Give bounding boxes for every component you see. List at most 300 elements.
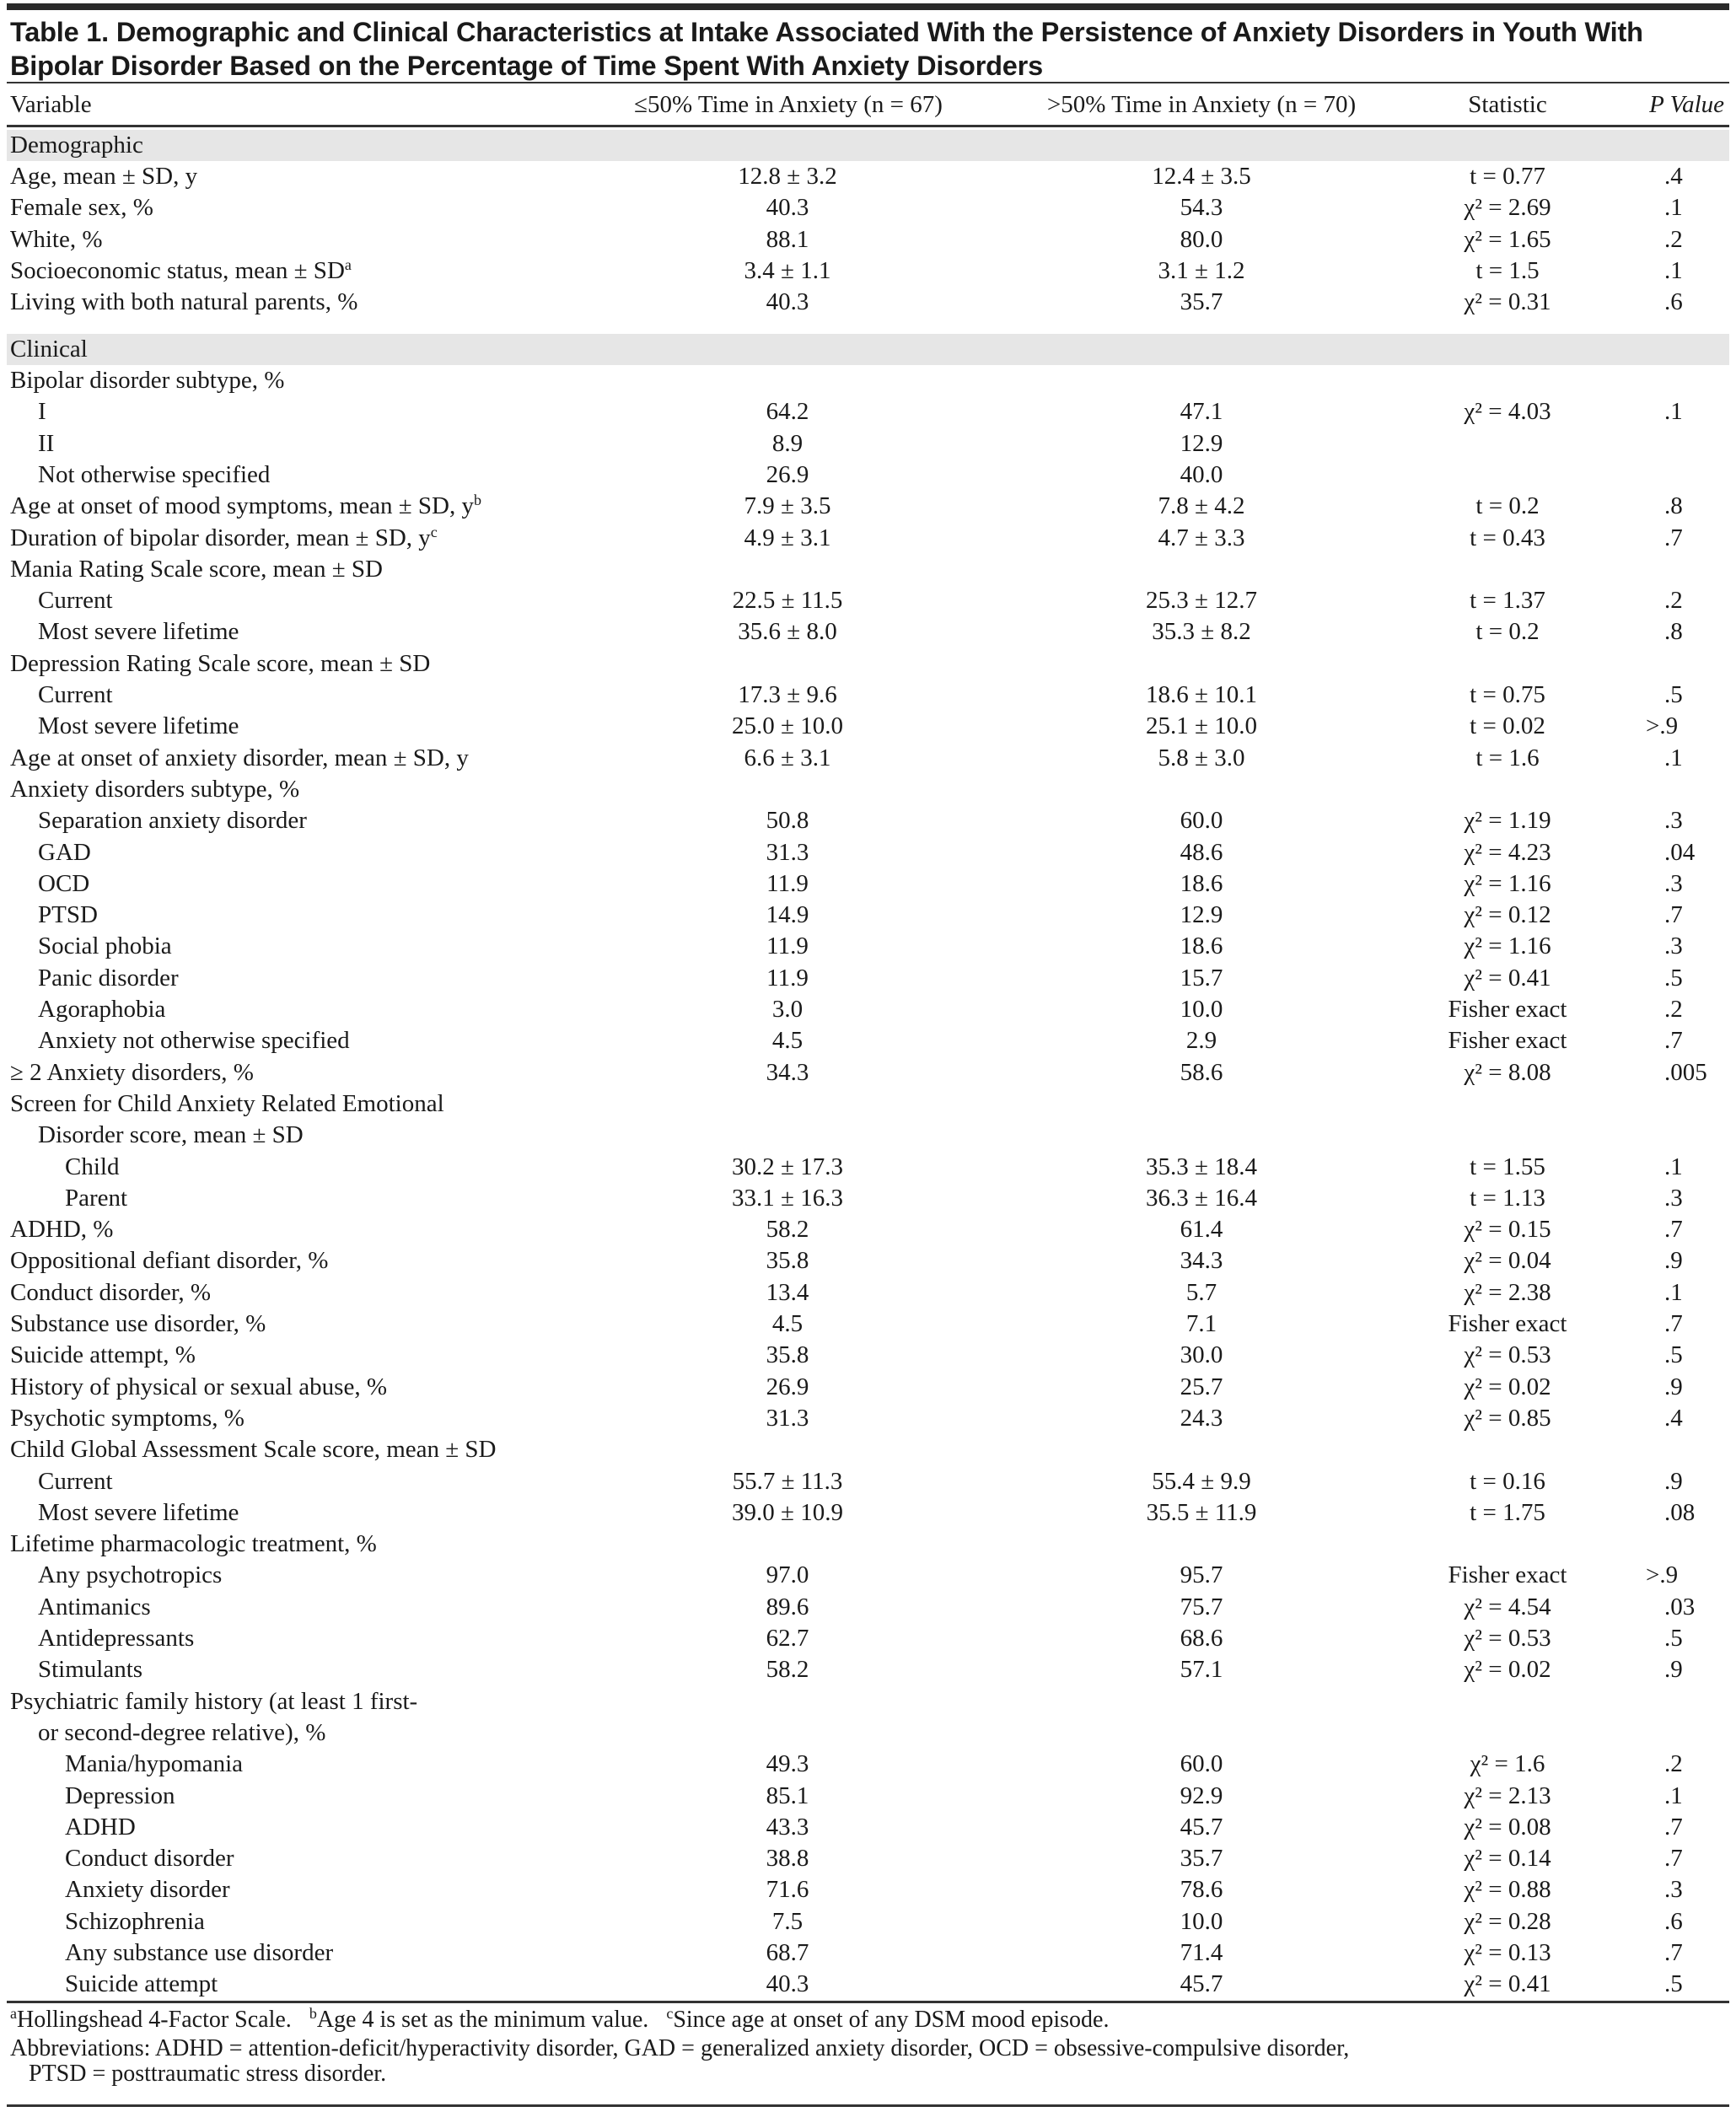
variable-label xyxy=(65,1874,230,1905)
group2-value: 48.6 xyxy=(1180,838,1223,866)
variable-label xyxy=(10,255,352,287)
p-value: .5 xyxy=(1664,964,1683,992)
statistic-value: χ² = 2.69 xyxy=(1464,194,1551,222)
variable-text: or second-degree relative), % xyxy=(38,1718,326,1746)
variable-text: Female sex, % xyxy=(10,194,153,222)
group2-value: 10.0 xyxy=(1180,1907,1223,1935)
group2-value: 18.6 xyxy=(1180,932,1223,960)
group1-value: 35.6 ± 8.0 xyxy=(738,618,837,646)
table-row xyxy=(0,900,1736,931)
variable-label xyxy=(38,616,239,648)
statistic-value: χ² = 2.38 xyxy=(1464,1278,1551,1306)
p-value: .2 xyxy=(1664,225,1683,253)
group1-value: 14.9 xyxy=(766,901,809,929)
variable-text: Suicide attempt, % xyxy=(10,1341,196,1369)
variable-text: Duration of bipolar disorder, mean ± SD, y xyxy=(10,524,431,551)
header-p-value: P Value xyxy=(1649,91,1724,118)
variable-label xyxy=(10,192,153,223)
table-row xyxy=(0,1372,1736,1403)
statistic-value: χ² = 8.08 xyxy=(1464,1058,1551,1086)
variable-text: Screen for Child Anxiety Related Emotional xyxy=(10,1089,444,1117)
section-header-demographic: Demographic xyxy=(7,130,1729,161)
p-value: .9 xyxy=(1664,1656,1683,1684)
statistic-value: χ² = 0.12 xyxy=(1464,901,1551,929)
p-value: .7 xyxy=(1664,1939,1683,1966)
variable-label xyxy=(38,1466,113,1497)
group2-value: 54.3 xyxy=(1180,194,1223,222)
variable-text: Conduct disorder xyxy=(65,1845,234,1873)
variable-label xyxy=(65,1937,333,1969)
p-value: .5 xyxy=(1664,1625,1683,1652)
variable-text: OCD xyxy=(38,869,90,897)
p-value: .9 xyxy=(1664,1373,1683,1400)
variable-text: Psychotic symptoms, % xyxy=(10,1404,245,1432)
variable-text: Child Global Assessment Scale score, mean ± SD xyxy=(10,1436,497,1464)
group2-value: 95.7 xyxy=(1180,1561,1223,1589)
variable-text: Parent xyxy=(65,1184,128,1212)
group2-value: 61.4 xyxy=(1180,1216,1223,1244)
variable-text: Most severe lifetime xyxy=(38,1498,239,1526)
variable-text: ADHD xyxy=(65,1813,136,1841)
variable-text: II xyxy=(38,429,55,457)
header-variable: Variable xyxy=(10,91,92,118)
variable-label xyxy=(65,1749,243,1780)
p-value: .08 xyxy=(1664,1498,1696,1526)
group2-value: 55.4 ± 9.9 xyxy=(1152,1467,1251,1495)
variable-label xyxy=(10,224,103,255)
table-row xyxy=(0,931,1736,962)
variable-label xyxy=(38,1120,304,1151)
variable-text: Oppositional defiant disorder, % xyxy=(10,1247,329,1275)
variable-text: Anxiety disorder xyxy=(65,1876,230,1904)
statistic-value: χ² = 0.31 xyxy=(1464,288,1551,316)
group2-value: 4.7 ± 3.3 xyxy=(1158,524,1245,551)
group1-value: 26.9 xyxy=(766,1373,809,1400)
table-row xyxy=(0,1937,1736,1969)
group1-value: 85.1 xyxy=(766,1781,809,1809)
table-row xyxy=(0,1969,1736,2000)
variable-text: Psychiatric family history (at least 1 first- xyxy=(10,1687,418,1715)
statistic-value: t = 0.2 xyxy=(1475,492,1540,520)
variable-label xyxy=(10,1088,444,1120)
statistic-value: χ² = 0.88 xyxy=(1464,1876,1551,1904)
variable-label xyxy=(10,1340,196,1371)
group1-value: 13.4 xyxy=(766,1278,809,1306)
statistic-value: χ² = 1.19 xyxy=(1464,807,1551,835)
p-value: .9 xyxy=(1664,1467,1683,1495)
statistic-value: t = 0.77 xyxy=(1470,163,1545,190)
p-value: .4 xyxy=(1664,1404,1683,1432)
group1-value: 50.8 xyxy=(766,807,809,835)
table-row xyxy=(0,711,1736,742)
header-group2: >50% Time in Anxiety (n = 70) xyxy=(1046,91,1357,118)
statistic-value: χ² = 0.08 xyxy=(1464,1813,1551,1841)
group2-value: 60.0 xyxy=(1180,1750,1223,1778)
statistic-value: χ² = 0.85 xyxy=(1464,1404,1551,1432)
variable-label xyxy=(10,161,197,192)
variable-label xyxy=(65,1969,218,2000)
variable-text: History of physical or sexual abuse, % xyxy=(10,1373,387,1400)
header-group1: ≤50% Time in Anxiety (n = 67) xyxy=(634,91,943,118)
variable-text: Any psychotropics xyxy=(38,1561,223,1589)
variable-text: Most severe lifetime xyxy=(38,618,239,646)
group1-value: 11.9 xyxy=(766,869,809,897)
group1-value: 40.3 xyxy=(766,1970,809,1998)
group2-value: 47.1 xyxy=(1180,398,1223,426)
group1-value: 97.0 xyxy=(766,1561,809,1589)
variable-text: Child xyxy=(65,1153,120,1180)
variable-label xyxy=(38,459,270,491)
table-row xyxy=(0,1120,1736,1151)
variable-label xyxy=(10,1403,245,1434)
table-row xyxy=(0,1340,1736,1371)
statistic-value: χ² = 0.15 xyxy=(1464,1216,1551,1244)
group1-value: 43.3 xyxy=(766,1813,809,1841)
p-value: .04 xyxy=(1664,838,1696,866)
table-row xyxy=(0,1214,1736,1245)
group2-value: 5.7 xyxy=(1185,1278,1217,1306)
statistic-value: χ² = 4.54 xyxy=(1464,1593,1551,1620)
group1-value: 3.4 ± 1.1 xyxy=(744,256,831,284)
footnote-mark-c: c xyxy=(666,2005,674,2022)
table-row xyxy=(0,428,1736,459)
footnotes-line xyxy=(10,2005,1109,2035)
table-row xyxy=(0,1497,1736,1529)
variable-label xyxy=(10,1686,417,1717)
table-row xyxy=(0,224,1736,255)
statistic-value: χ² = 0.02 xyxy=(1464,1373,1551,1400)
statistic-value: χ² = 0.53 xyxy=(1464,1625,1551,1652)
statistic-value: Fisher exact xyxy=(1448,996,1567,1023)
table-row xyxy=(0,868,1736,900)
p-value: .8 xyxy=(1664,492,1683,520)
table-row xyxy=(0,459,1736,491)
footnote-mark-b: b xyxy=(309,2005,317,2022)
table-row xyxy=(0,1560,1736,1591)
abbreviations-continued: PTSD = posttraumatic stress disorder. xyxy=(29,2061,387,2087)
statistic-value: χ² = 0.41 xyxy=(1464,964,1551,992)
group1-value: 6.6 ± 3.1 xyxy=(744,744,831,771)
group1-value: 58.2 xyxy=(766,1656,809,1684)
variable-label xyxy=(10,523,438,554)
p-value: .7 xyxy=(1664,1813,1683,1841)
variable-label xyxy=(10,648,430,680)
statistic-value: χ² = 1.16 xyxy=(1464,869,1551,897)
variable-label xyxy=(10,1057,254,1088)
variable-label xyxy=(38,1560,222,1591)
group2-value: 71.4 xyxy=(1180,1939,1223,1966)
p-value: .5 xyxy=(1664,1970,1683,1998)
statistic-value: χ² = 1.65 xyxy=(1464,225,1551,253)
statistic-value: t = 0.43 xyxy=(1470,524,1545,551)
table-row xyxy=(0,1874,1736,1905)
variable-label xyxy=(38,1592,151,1623)
group2-value: 40.0 xyxy=(1180,460,1223,488)
table-row xyxy=(0,523,1736,554)
p-value: .6 xyxy=(1664,288,1683,316)
table-row xyxy=(0,680,1736,711)
variable-text: Substance use disorder, % xyxy=(10,1310,266,1337)
group2-value: 80.0 xyxy=(1180,225,1223,253)
group2-value: 24.3 xyxy=(1180,1404,1223,1432)
table-header xyxy=(0,84,1736,125)
variable-label xyxy=(65,1812,136,1843)
table-row xyxy=(0,994,1736,1025)
p-value: .005 xyxy=(1664,1058,1707,1086)
p-value: .5 xyxy=(1664,1341,1683,1369)
table-row xyxy=(0,1434,1736,1465)
p-value: .1 xyxy=(1664,744,1683,771)
variable-label xyxy=(38,711,239,742)
group1-value: 38.8 xyxy=(766,1845,809,1873)
group2-value: 18.6 ± 10.1 xyxy=(1146,681,1257,708)
table-row xyxy=(0,1592,1736,1623)
variable-label xyxy=(10,1214,113,1245)
variable-text: Lifetime pharmacologic treatment, % xyxy=(10,1530,377,1558)
title-rule xyxy=(7,82,1729,83)
p-value: .1 xyxy=(1664,1781,1683,1809)
variable-label xyxy=(10,287,357,318)
p-value: .7 xyxy=(1664,1310,1683,1337)
variable-text: Agoraphobia xyxy=(38,996,166,1023)
p-value: .7 xyxy=(1664,1216,1683,1244)
group2-value: 92.9 xyxy=(1180,1781,1223,1809)
table-row xyxy=(0,1717,1736,1749)
p-value: .03 xyxy=(1664,1593,1696,1620)
statistic-value: χ² = 0.04 xyxy=(1464,1247,1551,1275)
group2-value: 12.9 xyxy=(1180,429,1223,457)
table-row xyxy=(0,1309,1736,1340)
group1-value: 55.7 ± 11.3 xyxy=(732,1467,843,1495)
group1-value: 22.5 ± 11.5 xyxy=(732,587,843,615)
group2-value: 34.3 xyxy=(1180,1247,1223,1275)
p-value: .1 xyxy=(1664,256,1683,284)
statistic-value: χ² = 0.13 xyxy=(1464,1939,1551,1966)
statistic-value: t = 1.55 xyxy=(1470,1153,1545,1180)
p-value: .1 xyxy=(1664,398,1683,426)
group2-value: 3.1 ± 1.2 xyxy=(1158,256,1245,284)
variable-text: Antidepressants xyxy=(38,1625,195,1652)
statistic-value: t = 0.16 xyxy=(1470,1467,1545,1495)
table-row xyxy=(0,192,1736,223)
group1-value: 35.8 xyxy=(766,1247,809,1275)
statistic-value: t = 0.75 xyxy=(1470,681,1545,708)
group1-value: 4.9 ± 3.1 xyxy=(744,524,831,551)
variable-text: ADHD, % xyxy=(10,1216,114,1244)
statistic-value: t = 0.2 xyxy=(1475,618,1540,646)
table-row xyxy=(0,1025,1736,1056)
group2-value: 2.9 xyxy=(1185,1027,1217,1055)
group1-value: 3.0 xyxy=(771,996,804,1023)
statistic-value: χ² = 4.03 xyxy=(1464,398,1551,426)
variable-text: Anxiety not otherwise specified xyxy=(38,1027,350,1055)
group2-value: 58.6 xyxy=(1180,1058,1223,1086)
group1-value: 62.7 xyxy=(766,1625,809,1652)
table-row xyxy=(0,805,1736,836)
p-value: .2 xyxy=(1664,587,1683,615)
table-row xyxy=(0,1812,1736,1843)
variable-text: Schizophrenia xyxy=(65,1907,205,1935)
variable-text: ≥ 2 Anxiety disorders, % xyxy=(10,1058,254,1086)
variable-text: Suicide attempt xyxy=(65,1970,218,1998)
statistic-value: t = 1.5 xyxy=(1475,256,1540,284)
p-value: .7 xyxy=(1664,524,1683,551)
group2-value: 18.6 xyxy=(1180,869,1223,897)
group1-value: 71.6 xyxy=(766,1876,809,1904)
p-value: .3 xyxy=(1664,1876,1683,1904)
table-row xyxy=(0,491,1736,522)
variable-label xyxy=(38,931,172,962)
variable-text: Current xyxy=(38,587,113,615)
variable-text: I xyxy=(38,398,46,426)
table-row xyxy=(0,161,1736,192)
group1-value: 17.3 ± 9.6 xyxy=(738,681,837,708)
p-value: .8 xyxy=(1664,618,1683,646)
variable-label xyxy=(38,805,307,836)
variable-label xyxy=(65,1152,119,1183)
header-rule xyxy=(7,125,1729,127)
p-value: .7 xyxy=(1664,901,1683,929)
variable-label xyxy=(10,743,469,774)
variable-text: Depression xyxy=(65,1781,175,1809)
variable-label xyxy=(10,1245,328,1276)
table-row xyxy=(0,963,1736,994)
p-value: .2 xyxy=(1664,996,1683,1023)
variable-label xyxy=(65,1183,127,1214)
footnote-mark-a: a xyxy=(10,2005,17,2022)
group1-value: 88.1 xyxy=(766,225,809,253)
group1-value: 8.9 xyxy=(771,429,804,457)
table-row xyxy=(0,554,1736,585)
statistic-value: Fisher exact xyxy=(1448,1027,1567,1055)
variable-label xyxy=(38,585,113,616)
abbreviations: Abbreviations: ADHD = attention-deficit/hyperactivity disorder, GAD = generalized anxiety disorder, OCD = obsessive-compulsive disorder, xyxy=(10,2035,1350,2061)
group1-value: 12.8 ± 3.2 xyxy=(738,163,837,190)
variable-text: Anxiety disorders subtype, % xyxy=(10,775,300,803)
statistic-value: t = 1.13 xyxy=(1470,1184,1545,1212)
group1-value: 35.8 xyxy=(766,1341,809,1369)
statistic-value: χ² = 0.02 xyxy=(1464,1656,1551,1684)
group1-value: 40.3 xyxy=(766,194,809,222)
table-row xyxy=(0,1906,1736,1937)
variable-text: Bipolar disorder subtype, % xyxy=(10,367,285,394)
group1-value: 39.0 ± 10.9 xyxy=(732,1498,843,1526)
table-row xyxy=(0,1245,1736,1276)
statistic-value: χ² = 1.16 xyxy=(1464,932,1551,960)
p-value: .6 xyxy=(1664,1907,1683,1935)
p-value: >.9 xyxy=(1646,712,1679,740)
variable-label xyxy=(38,428,54,459)
group2-value: 45.7 xyxy=(1180,1813,1223,1841)
group1-value: 25.0 ± 10.0 xyxy=(732,712,843,740)
table-row xyxy=(0,287,1736,318)
group1-value: 49.3 xyxy=(766,1750,809,1778)
group1-value: 7.9 ± 3.5 xyxy=(744,492,831,520)
statistic-value: t = 1.6 xyxy=(1475,744,1540,771)
p-value: .9 xyxy=(1664,1247,1683,1275)
variable-text: Living with both natural parents, % xyxy=(10,288,358,316)
variable-label xyxy=(65,1906,205,1937)
group1-value: 34.3 xyxy=(766,1058,809,1086)
variable-label xyxy=(38,963,179,994)
table-row xyxy=(0,396,1736,427)
table-row xyxy=(0,1686,1736,1717)
section-header-clinical: Clinical xyxy=(7,334,1729,365)
variable-text: Separation anxiety disorder xyxy=(38,807,307,835)
variable-label xyxy=(10,491,481,522)
p-value: .4 xyxy=(1664,163,1683,190)
statistic-value: Fisher exact xyxy=(1448,1310,1567,1337)
group1-value: 64.2 xyxy=(766,398,809,426)
p-value: .1 xyxy=(1664,1278,1683,1306)
statistic-value: Fisher exact xyxy=(1448,1561,1567,1589)
variable-text: Disorder score, mean ± SD xyxy=(38,1121,304,1149)
footnote-c: Since age at onset of any DSM mood episode. xyxy=(673,2007,1110,2033)
statistic-value: t = 0.02 xyxy=(1470,712,1545,740)
variable-label xyxy=(65,1781,175,1812)
table-row xyxy=(0,1466,1736,1497)
group2-value: 15.7 xyxy=(1180,964,1223,992)
variable-text: Mania/hypomania xyxy=(65,1750,244,1778)
variable-text: Not otherwise specified xyxy=(38,460,271,488)
p-value: .1 xyxy=(1664,1153,1683,1180)
variable-label xyxy=(10,774,299,805)
variable-text: Socioeconomic status, mean ± SD xyxy=(10,256,345,284)
table-row xyxy=(0,1088,1736,1120)
variable-label xyxy=(38,680,113,711)
group2-value: 35.3 ± 8.2 xyxy=(1152,618,1251,646)
statistic-value: χ² = 0.14 xyxy=(1464,1845,1551,1873)
table-row xyxy=(0,1529,1736,1560)
variable-label xyxy=(38,868,89,900)
variable-label xyxy=(38,396,46,427)
table-row xyxy=(0,837,1736,868)
footnote-ref: a xyxy=(344,255,352,273)
variable-text: Age at onset of anxiety disorder, mean ± SD, y xyxy=(10,744,469,771)
p-value: .7 xyxy=(1664,1845,1683,1873)
group1-value: 11.9 xyxy=(766,932,809,960)
group1-value: 26.9 xyxy=(766,460,809,488)
variable-label xyxy=(38,1497,239,1529)
table-row xyxy=(0,585,1736,616)
variable-label xyxy=(10,1434,497,1465)
variable-text: PTSD xyxy=(38,901,98,929)
table-row xyxy=(0,1623,1736,1654)
table-row xyxy=(0,255,1736,287)
table-row xyxy=(0,1749,1736,1780)
p-value: .1 xyxy=(1664,194,1683,222)
table-row xyxy=(0,1654,1736,1685)
variable-label xyxy=(65,1843,234,1874)
top-rule xyxy=(7,3,1729,10)
statistic-value: χ² = 1.6 xyxy=(1470,1750,1545,1778)
p-value: .2 xyxy=(1664,1750,1683,1778)
statistic-value: t = 1.37 xyxy=(1470,587,1545,615)
group2-value: 12.4 ± 3.5 xyxy=(1152,163,1251,190)
variable-label xyxy=(10,1309,266,1340)
header-statistic: Statistic xyxy=(1468,91,1547,118)
variable-text: Antimanics xyxy=(38,1593,151,1620)
group1-value: 4.5 xyxy=(771,1027,804,1055)
footnote-ref: b xyxy=(473,492,481,509)
group2-value: 5.8 ± 3.0 xyxy=(1158,744,1245,771)
variable-label xyxy=(38,1623,194,1654)
group2-value: 7.8 ± 4.2 xyxy=(1158,492,1245,520)
variable-text: Stimulants xyxy=(38,1656,143,1684)
group1-value: 11.9 xyxy=(766,964,809,992)
group2-value: 45.7 xyxy=(1180,1970,1223,1998)
group2-value: 36.3 ± 16.4 xyxy=(1146,1184,1257,1212)
